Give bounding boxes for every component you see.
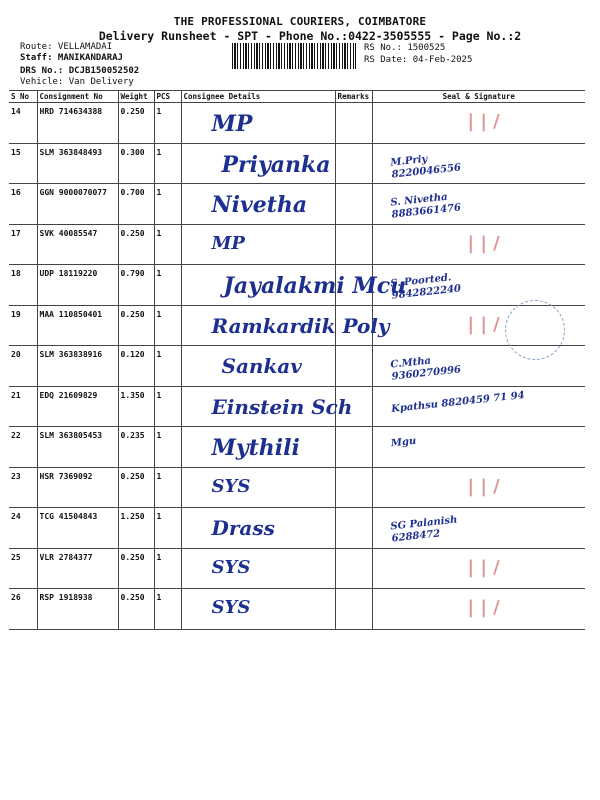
row-pcs: 1 xyxy=(154,184,181,225)
col-header-consignee: Consignee Details xyxy=(181,91,335,103)
row-consignment-no: SVK 40085547 xyxy=(37,224,118,265)
runsheet-table xyxy=(9,90,585,630)
row-weight: 0.120 xyxy=(118,346,154,387)
table-row xyxy=(9,427,585,468)
table-row xyxy=(9,346,585,387)
row-sno: 25 xyxy=(9,548,37,589)
row-consignment-no: SLM 363848493 xyxy=(37,143,118,184)
row-pcs: 1 xyxy=(154,103,181,144)
row-consignment-no: RSP 1918938 xyxy=(37,589,118,630)
row-signature xyxy=(372,386,585,427)
consignee-handwriting: Drass xyxy=(211,516,275,540)
row-consignment-no: VLR 2784377 xyxy=(37,548,118,589)
row-sno: 21 xyxy=(9,386,37,427)
row-remarks xyxy=(335,427,372,468)
row-signature xyxy=(372,548,585,589)
row-pcs: 1 xyxy=(154,346,181,387)
consignee-handwriting: SYS xyxy=(211,475,251,497)
row-signature xyxy=(372,589,585,630)
row-remarks xyxy=(335,103,372,144)
signature-handwriting: Kpathsu 8820459 71 94 xyxy=(390,389,525,415)
consignee-handwriting: Sankav xyxy=(221,354,302,378)
row-pcs: 1 xyxy=(154,508,181,549)
row-weight: 1.250 xyxy=(118,508,154,549)
row-pcs: 1 xyxy=(154,386,181,427)
row-consignee xyxy=(181,346,335,387)
row-remarks xyxy=(335,346,372,387)
row-consignee xyxy=(181,386,353,427)
col-header-signature: Seal & Signature xyxy=(372,91,585,103)
row-sno: 18 xyxy=(9,265,37,306)
row-consignment-no: SLM 363838916 xyxy=(37,346,118,387)
consignee-handwriting: Jayalakmi Mcu xyxy=(223,273,407,299)
consignee-handwriting: MP xyxy=(211,232,245,254)
row-consignee xyxy=(181,508,335,549)
consignee-handwriting: Mythili xyxy=(211,435,300,461)
runsheet-subtitle: Delivery Runsheet - SPT - Phone No.:0422-3505555 - Page No.:2 xyxy=(98,29,522,43)
row-signature xyxy=(372,508,585,549)
row-sno: 14 xyxy=(9,103,37,144)
row-consignee xyxy=(181,305,390,346)
row-consignee xyxy=(181,103,335,144)
row-consignee xyxy=(181,184,335,225)
row-pcs: 1 xyxy=(154,265,181,306)
seal-stamp-icon: | | / xyxy=(467,556,500,578)
row-remarks xyxy=(335,143,372,184)
row-pcs: 1 xyxy=(154,143,181,184)
row-consignment-no: EDQ 21609829 xyxy=(37,386,118,427)
col-header-pcs: PCS xyxy=(154,91,181,103)
table-row xyxy=(9,305,585,346)
row-sno: 22 xyxy=(9,427,37,468)
signature-handwriting: M.Priy 8220046556 xyxy=(389,153,462,181)
row-remarks xyxy=(335,589,372,630)
row-signature xyxy=(372,427,585,468)
seal-stamp-icon: | | / xyxy=(467,597,500,618)
col-header-remarks: Remarks xyxy=(335,91,372,103)
table-header-row xyxy=(9,91,585,103)
row-weight: 0.250 xyxy=(118,224,154,265)
consignee-handwriting: MP xyxy=(211,111,253,137)
table-row xyxy=(9,589,585,630)
row-consignee xyxy=(181,143,335,184)
route-label: Route: VELLAMADAI xyxy=(20,42,113,52)
row-pcs: 1 xyxy=(154,467,181,508)
row-consignment-no: UDP 18119220 xyxy=(37,265,118,306)
row-remarks xyxy=(335,386,372,427)
consignee-handwriting: Einstein Sch xyxy=(211,394,353,419)
row-sno: 19 xyxy=(9,305,37,346)
round-seal-icon xyxy=(505,300,565,360)
row-consignee xyxy=(181,265,407,306)
row-remarks xyxy=(335,184,372,225)
row-pcs: 1 xyxy=(154,224,181,265)
row-weight: 0.250 xyxy=(118,305,154,346)
row-consignee xyxy=(181,467,335,508)
seal-stamp-icon: | | / xyxy=(467,232,500,254)
seal-stamp-icon: | | / xyxy=(467,111,500,132)
signature-handwriting: SG Palanish 6288472 xyxy=(389,514,458,545)
barcode-image xyxy=(232,43,356,69)
row-signature xyxy=(372,184,585,225)
row-remarks xyxy=(335,305,372,346)
row-signature xyxy=(372,143,585,184)
col-header-consignment: Consignment No xyxy=(37,91,118,103)
drs-number: DRS No.: DCJB150052502 xyxy=(20,66,140,76)
row-weight: 0.300 xyxy=(118,143,154,184)
row-sno: 16 xyxy=(9,184,37,225)
consignee-handwriting: SYS xyxy=(211,556,251,578)
row-remarks xyxy=(335,508,372,549)
row-signature xyxy=(372,224,585,265)
table-row xyxy=(9,386,585,427)
row-consignment-no: SLM 363805453 xyxy=(37,427,118,468)
col-header-weight: Weight xyxy=(118,91,154,103)
row-weight: 0.250 xyxy=(118,467,154,508)
row-signature xyxy=(372,103,585,144)
row-weight: 0.250 xyxy=(118,103,154,144)
row-sno: 15 xyxy=(9,143,37,184)
row-pcs: 1 xyxy=(154,427,181,468)
row-weight: 1.350 xyxy=(118,386,154,427)
staff-label: Staff: MANIKANDARAJ xyxy=(20,53,123,63)
row-sno: 17 xyxy=(9,224,37,265)
rs-number: RS No.: 1500525 xyxy=(364,43,446,53)
table-row xyxy=(9,184,585,225)
row-weight: 0.250 xyxy=(118,589,154,630)
row-consignee xyxy=(181,427,335,468)
row-pcs: 1 xyxy=(154,589,181,630)
signature-handwriting: Mgu xyxy=(389,435,417,450)
table-row xyxy=(9,103,585,144)
table-row xyxy=(9,224,585,265)
table-row xyxy=(9,548,585,589)
row-sno: 23 xyxy=(9,467,37,508)
table-row xyxy=(9,467,585,508)
row-consignment-no: MAA 110850401 xyxy=(37,305,118,346)
row-weight: 0.250 xyxy=(118,548,154,589)
row-sno: 26 xyxy=(9,589,37,630)
row-pcs: 1 xyxy=(154,305,181,346)
row-remarks xyxy=(335,467,372,508)
row-weight: 0.790 xyxy=(118,265,154,306)
table-row xyxy=(9,508,585,549)
vehicle-label: Vehicle: Van Delivery xyxy=(20,77,134,87)
row-consignee xyxy=(181,548,335,589)
row-signature xyxy=(372,265,585,306)
row-consignment-no: HRD 714634388 xyxy=(37,103,118,144)
row-remarks xyxy=(335,548,372,589)
seal-stamp-icon: | | / xyxy=(467,313,500,335)
rs-date: RS Date: 04-Feb-2025 xyxy=(364,55,473,65)
row-signature xyxy=(372,467,585,508)
signature-handwriting: S. Nivetha 8883661476 xyxy=(389,191,462,221)
row-weight: 0.700 xyxy=(118,184,154,225)
signature-handwriting: S. Poorted. 9842822240 xyxy=(389,272,462,302)
company-title: THE PROFESSIONAL COURIERS, COIMBATORE xyxy=(173,15,427,28)
row-pcs: 1 xyxy=(154,548,181,589)
row-consignment-no: TCG 41504843 xyxy=(37,508,118,549)
col-header-sno: S No xyxy=(9,91,37,103)
row-consignment-no: HSR 7369092 xyxy=(37,467,118,508)
consignee-handwriting: SYS xyxy=(211,597,251,618)
table-row xyxy=(9,143,585,184)
table-row xyxy=(9,265,585,306)
consignee-handwriting: Nivetha xyxy=(211,192,308,218)
row-remarks xyxy=(335,224,372,265)
row-sno: 20 xyxy=(9,346,37,387)
row-weight: 0.235 xyxy=(118,427,154,468)
row-sno: 24 xyxy=(9,508,37,549)
consignee-handwriting: Ramkardik Poly xyxy=(211,313,390,338)
row-consignee xyxy=(181,224,335,265)
signature-handwriting: C.Mtha 9360270996 xyxy=(389,355,462,383)
row-consignee xyxy=(181,589,335,630)
row-consignment-no: GGN 9000070077 xyxy=(37,184,118,225)
consignee-handwriting: Priyanka xyxy=(221,151,331,178)
row-remarks xyxy=(335,265,372,306)
seal-stamp-icon: | | / xyxy=(467,475,500,497)
